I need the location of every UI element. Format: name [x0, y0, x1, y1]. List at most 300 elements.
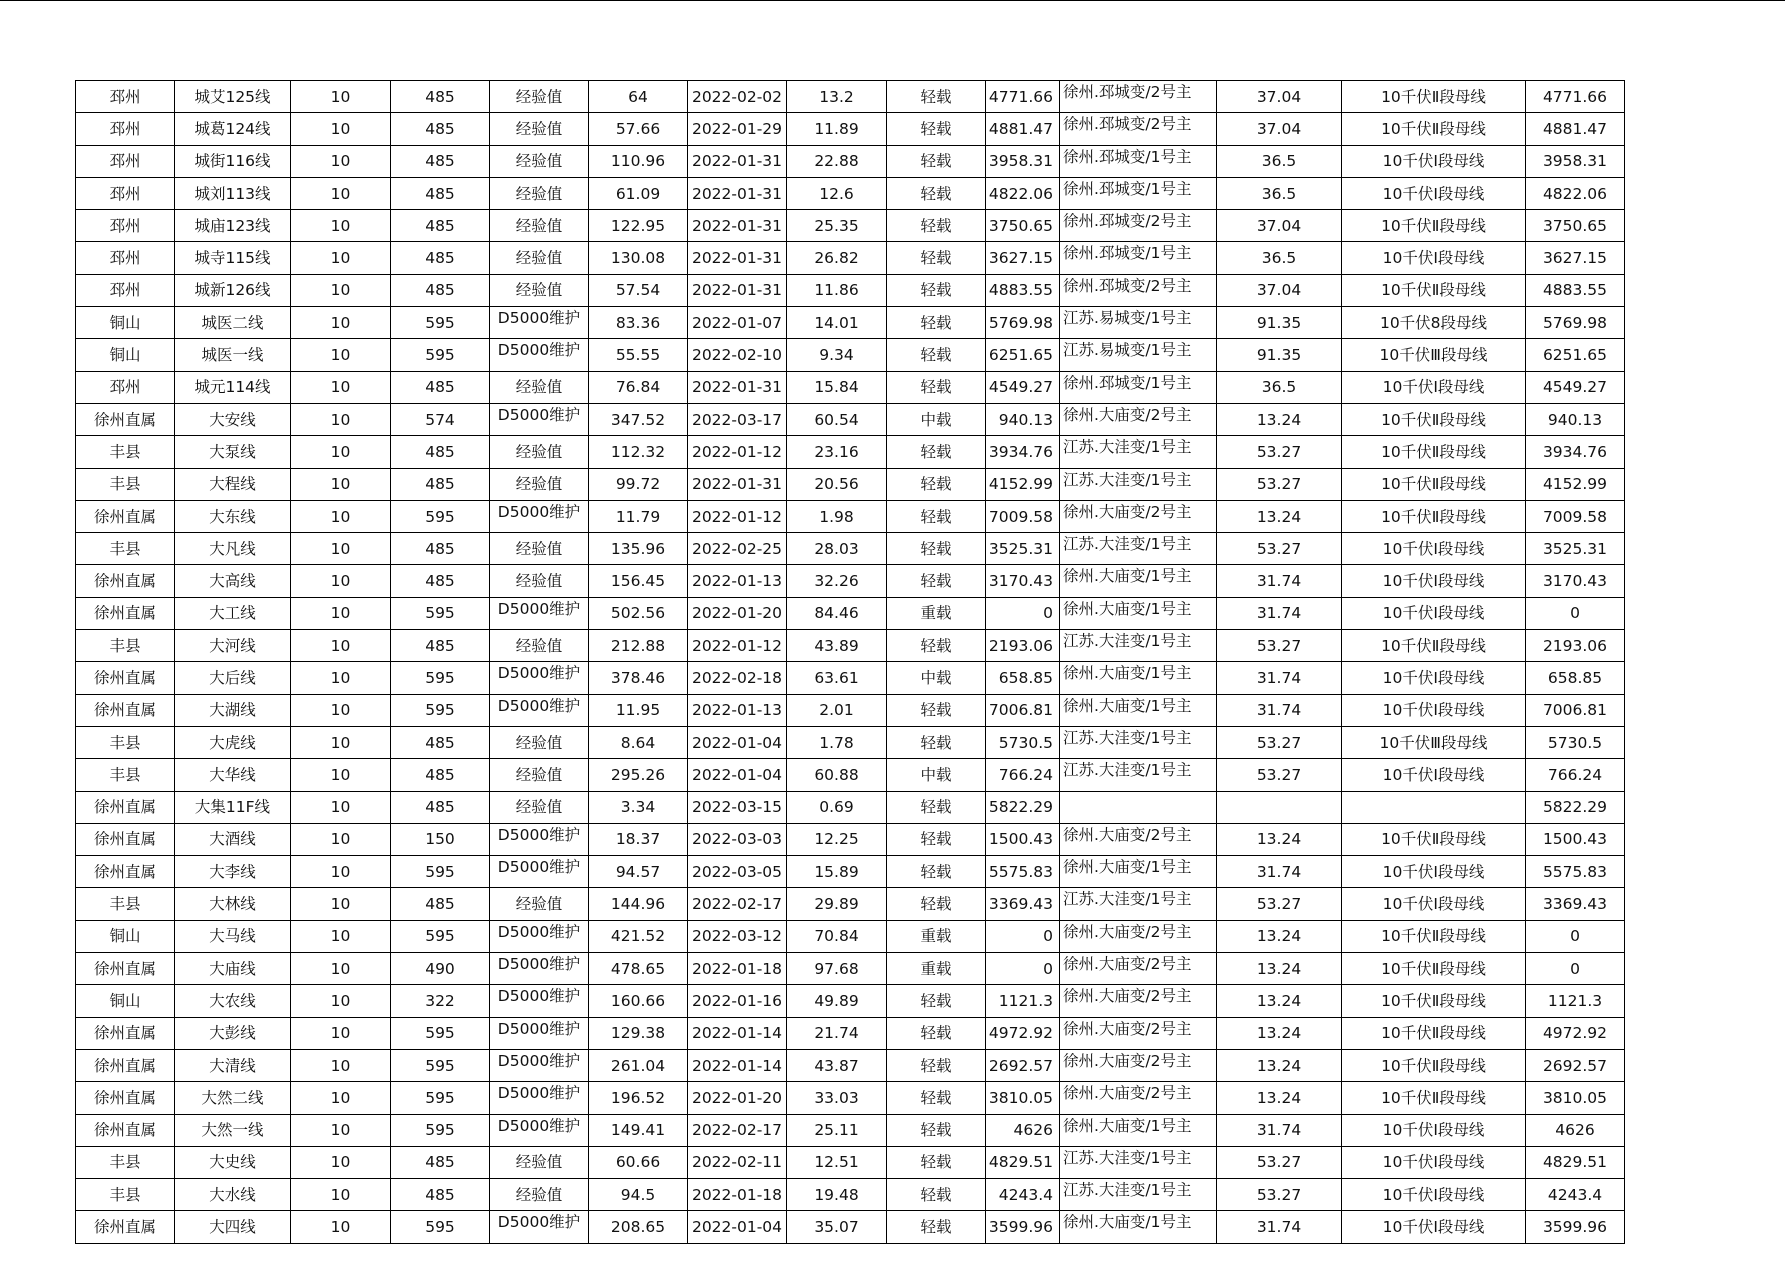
voltage-cell: 10: [291, 694, 391, 726]
voltage-cell: 10: [291, 533, 391, 565]
region-cell: 丰县: [76, 759, 175, 791]
date-cell: 2022-01-20: [688, 1082, 787, 1114]
open-capacity-cell: 2692.57: [986, 1049, 1060, 1081]
max-current-cell: 130.08: [589, 242, 688, 274]
load-status-cell: 轻载: [887, 533, 986, 565]
max-current-cell: 110.96: [589, 145, 688, 177]
region-cell: 丰县: [76, 888, 175, 920]
line-name-cell: 大后线: [175, 662, 291, 694]
date-cell: 2022-02-11: [688, 1146, 787, 1178]
table-row: [76, 339, 1625, 371]
date-cell: 2022-01-31: [688, 145, 787, 177]
voltage-cell: 10: [291, 177, 391, 209]
transformer-load-cell: 31.74: [1217, 662, 1342, 694]
capacity-cell: 595: [391, 597, 490, 629]
voltage-cell: 10: [291, 1082, 391, 1114]
substation-cell: 徐州.大庙变/2号主: [1060, 500, 1217, 532]
transformer-load-cell: 37.04: [1217, 210, 1342, 242]
capacity-cell: 485: [391, 1179, 490, 1211]
busbar-cell: 10千伏Ⅰ段母线: [1342, 597, 1526, 629]
transformer-load-cell: 13.24: [1217, 953, 1342, 985]
voltage-cell: 10: [291, 888, 391, 920]
busbar-cell: 10千伏Ⅰ段母线: [1342, 1146, 1526, 1178]
load-status-cell: 重载: [887, 920, 986, 952]
source-cell: 经验值: [490, 1179, 589, 1211]
line-name-cell: 大然二线: [175, 1082, 291, 1114]
busbar-cell: 10千伏Ⅱ段母线: [1342, 823, 1526, 855]
load-rate-cell: 28.03: [787, 533, 887, 565]
date-cell: 2022-01-31: [688, 468, 787, 500]
voltage-cell: 10: [291, 339, 391, 371]
max-current-cell: 208.65: [589, 1211, 688, 1243]
open-capacity-2-cell: 7006.81: [1526, 694, 1625, 726]
load-rate-cell: 43.87: [787, 1049, 887, 1081]
open-capacity-cell: 4243.4: [986, 1179, 1060, 1211]
load-rate-cell: 12.25: [787, 823, 887, 855]
transformer-load-cell: 37.04: [1217, 81, 1342, 113]
table-row: [76, 274, 1625, 306]
busbar-cell: 10千伏Ⅰ段母线: [1342, 371, 1526, 403]
open-capacity-2-cell: 3750.65: [1526, 210, 1625, 242]
transformer-load-cell: 53.27: [1217, 1179, 1342, 1211]
load-rate-cell: 63.61: [787, 662, 887, 694]
capacity-cell: 485: [391, 1146, 490, 1178]
region-cell: 徐州直属: [76, 1049, 175, 1081]
load-status-cell: 轻载: [887, 1211, 986, 1243]
load-rate-cell: 9.34: [787, 339, 887, 371]
busbar-cell: 10千伏Ⅱ段母线: [1342, 1082, 1526, 1114]
source-cell: D5000维护: [490, 953, 589, 985]
table-row: [76, 662, 1625, 694]
source-cell: 经验值: [490, 210, 589, 242]
max-current-cell: 11.95: [589, 694, 688, 726]
substation-cell: 江苏.大洼变/1号主: [1060, 468, 1217, 500]
region-cell: 邳州: [76, 177, 175, 209]
date-cell: 2022-01-07: [688, 307, 787, 339]
transformer-load-cell: 53.27: [1217, 436, 1342, 468]
source-cell: 经验值: [490, 113, 589, 145]
substation-cell: 徐州.邳城变/2号主: [1060, 274, 1217, 306]
substation-cell: 江苏.易城变/1号主: [1060, 339, 1217, 371]
region-cell: 徐州直属: [76, 500, 175, 532]
load-rate-cell: 13.2: [787, 81, 887, 113]
transformer-load-cell: 53.27: [1217, 630, 1342, 662]
region-cell: 邳州: [76, 210, 175, 242]
capacity-cell: 485: [391, 81, 490, 113]
load-status-cell: 轻载: [887, 113, 986, 145]
line-name-cell: 大凡线: [175, 533, 291, 565]
source-cell: D5000维护: [490, 1114, 589, 1146]
date-cell: 2022-01-29: [688, 113, 787, 145]
capacity-cell: 485: [391, 436, 490, 468]
open-capacity-2-cell: 940.13: [1526, 403, 1625, 435]
transformer-load-cell: 13.24: [1217, 403, 1342, 435]
load-status-cell: 轻载: [887, 145, 986, 177]
open-capacity-cell: 5575.83: [986, 856, 1060, 888]
open-capacity-2-cell: 5575.83: [1526, 856, 1625, 888]
substation-cell: 徐州.大庙变/1号主: [1060, 1114, 1217, 1146]
substation-cell: 江苏.大洼变/1号主: [1060, 726, 1217, 758]
line-name-cell: 大水线: [175, 1179, 291, 1211]
transformer-load-cell: 13.24: [1217, 920, 1342, 952]
date-cell: 2022-01-14: [688, 1017, 787, 1049]
source-cell: 经验值: [490, 436, 589, 468]
max-current-cell: 196.52: [589, 1082, 688, 1114]
line-name-cell: 大湖线: [175, 694, 291, 726]
max-current-cell: 502.56: [589, 597, 688, 629]
busbar-cell: 10千伏Ⅰ段母线: [1342, 565, 1526, 597]
open-capacity-cell: 5822.29: [986, 791, 1060, 823]
table-row: [76, 1049, 1625, 1081]
substation-cell: 徐州.大庙变/2号主: [1060, 953, 1217, 985]
voltage-cell: 10: [291, 145, 391, 177]
load-rate-cell: 11.89: [787, 113, 887, 145]
open-capacity-cell: 0: [986, 597, 1060, 629]
open-capacity-2-cell: 3369.43: [1526, 888, 1625, 920]
voltage-cell: 10: [291, 856, 391, 888]
busbar-cell: 10千伏Ⅱ段母线: [1342, 500, 1526, 532]
line-name-cell: 大集11F线: [175, 791, 291, 823]
capacity-cell: 595: [391, 339, 490, 371]
substation-cell: 徐州.大庙变/1号主: [1060, 856, 1217, 888]
transformer-load-cell: 53.27: [1217, 888, 1342, 920]
voltage-cell: 10: [291, 726, 391, 758]
max-current-cell: 160.66: [589, 985, 688, 1017]
line-name-cell: 大庙线: [175, 953, 291, 985]
transformer-load-cell: 31.74: [1217, 565, 1342, 597]
substation-cell: 徐州.大庙变/2号主: [1060, 1049, 1217, 1081]
line-name-cell: 大高线: [175, 565, 291, 597]
date-cell: 2022-01-16: [688, 985, 787, 1017]
load-status-cell: 轻载: [887, 985, 986, 1017]
region-cell: 徐州直属: [76, 823, 175, 855]
open-capacity-cell: 4771.66: [986, 81, 1060, 113]
load-status-cell: 轻载: [887, 1114, 986, 1146]
capacity-cell: 595: [391, 1017, 490, 1049]
date-cell: 2022-02-02: [688, 81, 787, 113]
source-cell: D5000维护: [490, 500, 589, 532]
load-rate-cell: 21.74: [787, 1017, 887, 1049]
line-name-cell: 城庙123线: [175, 210, 291, 242]
source-cell: D5000维护: [490, 339, 589, 371]
load-rate-cell: 22.88: [787, 145, 887, 177]
substation-cell: 江苏.大洼变/1号主: [1060, 630, 1217, 662]
date-cell: 2022-02-18: [688, 662, 787, 694]
open-capacity-2-cell: 3934.76: [1526, 436, 1625, 468]
capacity-cell: 485: [391, 210, 490, 242]
max-current-cell: 57.54: [589, 274, 688, 306]
capacity-cell: 595: [391, 856, 490, 888]
date-cell: 2022-01-31: [688, 371, 787, 403]
load-status-cell: 轻载: [887, 500, 986, 532]
substation-cell: 徐州.大庙变/1号主: [1060, 565, 1217, 597]
line-name-cell: 城寺115线: [175, 242, 291, 274]
substation-cell: 徐州.大庙变/1号主: [1060, 662, 1217, 694]
busbar-cell: 10千伏Ⅱ段母线: [1342, 1049, 1526, 1081]
table-row: [76, 468, 1625, 500]
max-current-cell: 156.45: [589, 565, 688, 597]
max-current-cell: 94.57: [589, 856, 688, 888]
region-cell: 徐州直属: [76, 1017, 175, 1049]
region-cell: 铜山: [76, 307, 175, 339]
transformer-load-cell: 91.35: [1217, 339, 1342, 371]
busbar-cell: 10千伏Ⅱ段母线: [1342, 81, 1526, 113]
load-status-cell: 轻载: [887, 81, 986, 113]
transformer-load-cell: 31.74: [1217, 1211, 1342, 1243]
substation-cell: 徐州.大庙变/1号主: [1060, 597, 1217, 629]
open-capacity-cell: 2193.06: [986, 630, 1060, 662]
substation-cell: 徐州.大庙变/2号主: [1060, 823, 1217, 855]
load-rate-cell: 0.69: [787, 791, 887, 823]
substation-cell: 徐州.邳城变/2号主: [1060, 210, 1217, 242]
transformer-load-cell: 36.5: [1217, 371, 1342, 403]
date-cell: 2022-01-13: [688, 694, 787, 726]
region-cell: 徐州直属: [76, 694, 175, 726]
load-status-cell: 轻载: [887, 1017, 986, 1049]
load-status-cell: 轻载: [887, 630, 986, 662]
line-name-cell: 城医一线: [175, 339, 291, 371]
max-current-cell: 347.52: [589, 403, 688, 435]
source-cell: D5000维护: [490, 597, 589, 629]
region-cell: 邳州: [76, 242, 175, 274]
capacity-cell: 595: [391, 1114, 490, 1146]
max-current-cell: 122.95: [589, 210, 688, 242]
capacity-cell: 595: [391, 1049, 490, 1081]
date-cell: 2022-02-10: [688, 339, 787, 371]
open-capacity-2-cell: 7009.58: [1526, 500, 1625, 532]
feeder-load-table: [75, 80, 1625, 1244]
table-row: [76, 242, 1625, 274]
load-status-cell: 轻载: [887, 371, 986, 403]
open-capacity-2-cell: 0: [1526, 920, 1625, 952]
capacity-cell: 485: [391, 791, 490, 823]
open-capacity-cell: 6251.65: [986, 339, 1060, 371]
open-capacity-2-cell: 658.85: [1526, 662, 1625, 694]
busbar-cell: 10千伏Ⅰ段母线: [1342, 1114, 1526, 1146]
date-cell: 2022-03-15: [688, 791, 787, 823]
date-cell: 2022-01-12: [688, 500, 787, 532]
load-rate-cell: 49.89: [787, 985, 887, 1017]
open-capacity-2-cell: 3170.43: [1526, 565, 1625, 597]
load-rate-cell: 60.88: [787, 759, 887, 791]
line-name-cell: 大彭线: [175, 1017, 291, 1049]
line-name-cell: 城医二线: [175, 307, 291, 339]
open-capacity-2-cell: 1121.3: [1526, 985, 1625, 1017]
load-status-cell: 重载: [887, 597, 986, 629]
transformer-load-cell: 53.27: [1217, 759, 1342, 791]
date-cell: 2022-03-05: [688, 856, 787, 888]
region-cell: 丰县: [76, 1146, 175, 1178]
substation-cell: 徐州.邳城变/1号主: [1060, 177, 1217, 209]
source-cell: 经验值: [490, 177, 589, 209]
date-cell: 2022-01-31: [688, 242, 787, 274]
line-name-cell: 城街116线: [175, 145, 291, 177]
load-status-cell: 轻载: [887, 888, 986, 920]
capacity-cell: 490: [391, 953, 490, 985]
busbar-cell: 10千伏Ⅱ段母线: [1342, 436, 1526, 468]
line-name-cell: 大华线: [175, 759, 291, 791]
date-cell: 2022-01-31: [688, 210, 787, 242]
load-rate-cell: 26.82: [787, 242, 887, 274]
region-cell: 丰县: [76, 1179, 175, 1211]
substation-cell: 徐州.大庙变/2号主: [1060, 403, 1217, 435]
busbar-cell: 10千伏Ⅰ段母线: [1342, 888, 1526, 920]
substation-cell: 江苏.大洼变/1号主: [1060, 436, 1217, 468]
transformer-load-cell: 31.74: [1217, 856, 1342, 888]
open-capacity-cell: 0: [986, 920, 1060, 952]
load-rate-cell: 35.07: [787, 1211, 887, 1243]
table-row: [76, 177, 1625, 209]
open-capacity-2-cell: 5730.5: [1526, 726, 1625, 758]
substation-cell: 徐州.大庙变/1号主: [1060, 1211, 1217, 1243]
load-rate-cell: 19.48: [787, 1179, 887, 1211]
capacity-cell: 485: [391, 113, 490, 145]
region-cell: 徐州直属: [76, 1082, 175, 1114]
region-cell: 丰县: [76, 726, 175, 758]
capacity-cell: 595: [391, 694, 490, 726]
line-name-cell: 大清线: [175, 1049, 291, 1081]
source-cell: 经验值: [490, 630, 589, 662]
capacity-cell: 485: [391, 468, 490, 500]
busbar-cell: 10千伏Ⅱ段母线: [1342, 274, 1526, 306]
date-cell: 2022-01-12: [688, 630, 787, 662]
substation-cell: [1060, 791, 1217, 823]
table-row: [76, 1114, 1625, 1146]
table-row: [76, 1179, 1625, 1211]
max-current-cell: 478.65: [589, 953, 688, 985]
open-capacity-2-cell: 4829.51: [1526, 1146, 1625, 1178]
load-rate-cell: 32.26: [787, 565, 887, 597]
line-name-cell: 大程线: [175, 468, 291, 500]
load-status-cell: 轻载: [887, 694, 986, 726]
open-capacity-2-cell: 4549.27: [1526, 371, 1625, 403]
max-current-cell: 64: [589, 81, 688, 113]
voltage-cell: 10: [291, 274, 391, 306]
table-row: [76, 113, 1625, 145]
open-capacity-cell: 1121.3: [986, 985, 1060, 1017]
line-name-cell: 大农线: [175, 985, 291, 1017]
open-capacity-cell: 4626: [986, 1114, 1060, 1146]
open-capacity-cell: 658.85: [986, 662, 1060, 694]
max-current-cell: 378.46: [589, 662, 688, 694]
open-capacity-2-cell: 4626: [1526, 1114, 1625, 1146]
transformer-load-cell: 36.5: [1217, 145, 1342, 177]
date-cell: 2022-03-03: [688, 823, 787, 855]
voltage-cell: 10: [291, 759, 391, 791]
line-name-cell: 大酒线: [175, 823, 291, 855]
table-row: [76, 533, 1625, 565]
load-status-cell: 轻载: [887, 823, 986, 855]
voltage-cell: 10: [291, 436, 391, 468]
busbar-cell: 10千伏Ⅱ段母线: [1342, 113, 1526, 145]
max-current-cell: 18.37: [589, 823, 688, 855]
load-status-cell: 轻载: [887, 210, 986, 242]
load-status-cell: 轻载: [887, 1082, 986, 1114]
open-capacity-cell: 3958.31: [986, 145, 1060, 177]
line-name-cell: 城葛124线: [175, 113, 291, 145]
busbar-cell: 10千伏8段母线: [1342, 307, 1526, 339]
load-rate-cell: 70.84: [787, 920, 887, 952]
date-cell: 2022-01-14: [688, 1049, 787, 1081]
table-row: [76, 726, 1625, 758]
date-cell: 2022-01-18: [688, 953, 787, 985]
table-row: [76, 210, 1625, 242]
transformer-load-cell: 13.24: [1217, 1049, 1342, 1081]
substation-cell: 江苏.大洼变/1号主: [1060, 759, 1217, 791]
open-capacity-2-cell: 766.24: [1526, 759, 1625, 791]
voltage-cell: 10: [291, 500, 391, 532]
line-name-cell: 城元114线: [175, 371, 291, 403]
open-capacity-cell: 3525.31: [986, 533, 1060, 565]
date-cell: 2022-01-20: [688, 597, 787, 629]
busbar-cell: 10千伏Ⅰ段母线: [1342, 1211, 1526, 1243]
busbar-cell: 10千伏Ⅰ段母线: [1342, 533, 1526, 565]
load-status-cell: 中载: [887, 403, 986, 435]
region-cell: 邳州: [76, 145, 175, 177]
source-cell: 经验值: [490, 242, 589, 274]
open-capacity-2-cell: 4883.55: [1526, 274, 1625, 306]
source-cell: D5000维护: [490, 985, 589, 1017]
open-capacity-cell: 4829.51: [986, 1146, 1060, 1178]
voltage-cell: 10: [291, 371, 391, 403]
max-current-cell: 212.88: [589, 630, 688, 662]
open-capacity-cell: 3934.76: [986, 436, 1060, 468]
load-status-cell: 轻载: [887, 856, 986, 888]
line-name-cell: 大河线: [175, 630, 291, 662]
capacity-cell: 485: [391, 371, 490, 403]
line-name-cell: 大马线: [175, 920, 291, 952]
load-status-cell: 轻载: [887, 1049, 986, 1081]
table-row: [76, 371, 1625, 403]
open-capacity-2-cell: 3627.15: [1526, 242, 1625, 274]
open-capacity-2-cell: 2193.06: [1526, 630, 1625, 662]
load-rate-cell: 15.84: [787, 371, 887, 403]
open-capacity-cell: 7006.81: [986, 694, 1060, 726]
region-cell: 邳州: [76, 371, 175, 403]
source-cell: D5000维护: [490, 856, 589, 888]
load-status-cell: 重载: [887, 953, 986, 985]
max-current-cell: 61.09: [589, 177, 688, 209]
open-capacity-cell: 3369.43: [986, 888, 1060, 920]
load-rate-cell: 60.54: [787, 403, 887, 435]
table-row: [76, 500, 1625, 532]
open-capacity-cell: 3170.43: [986, 565, 1060, 597]
source-cell: 经验值: [490, 759, 589, 791]
open-capacity-2-cell: 3599.96: [1526, 1211, 1625, 1243]
table-row: [76, 759, 1625, 791]
open-capacity-2-cell: 1500.43: [1526, 823, 1625, 855]
max-current-cell: 76.84: [589, 371, 688, 403]
open-capacity-2-cell: 3810.05: [1526, 1082, 1625, 1114]
date-cell: 2022-02-17: [688, 1114, 787, 1146]
load-rate-cell: 25.11: [787, 1114, 887, 1146]
substation-cell: 徐州.大庙变/2号主: [1060, 1017, 1217, 1049]
busbar-cell: 10千伏Ⅱ段母线: [1342, 985, 1526, 1017]
capacity-cell: 485: [391, 630, 490, 662]
table-row: [76, 985, 1625, 1017]
voltage-cell: 10: [291, 1049, 391, 1081]
voltage-cell: 10: [291, 1114, 391, 1146]
source-cell: 经验值: [490, 888, 589, 920]
table-row: [76, 1017, 1625, 1049]
load-status-cell: 中载: [887, 662, 986, 694]
region-cell: 铜山: [76, 920, 175, 952]
table-row: [76, 888, 1625, 920]
open-capacity-2-cell: 4881.47: [1526, 113, 1625, 145]
load-rate-cell: 33.03: [787, 1082, 887, 1114]
substation-cell: 江苏.大洼变/1号主: [1060, 533, 1217, 565]
line-name-cell: 大东线: [175, 500, 291, 532]
